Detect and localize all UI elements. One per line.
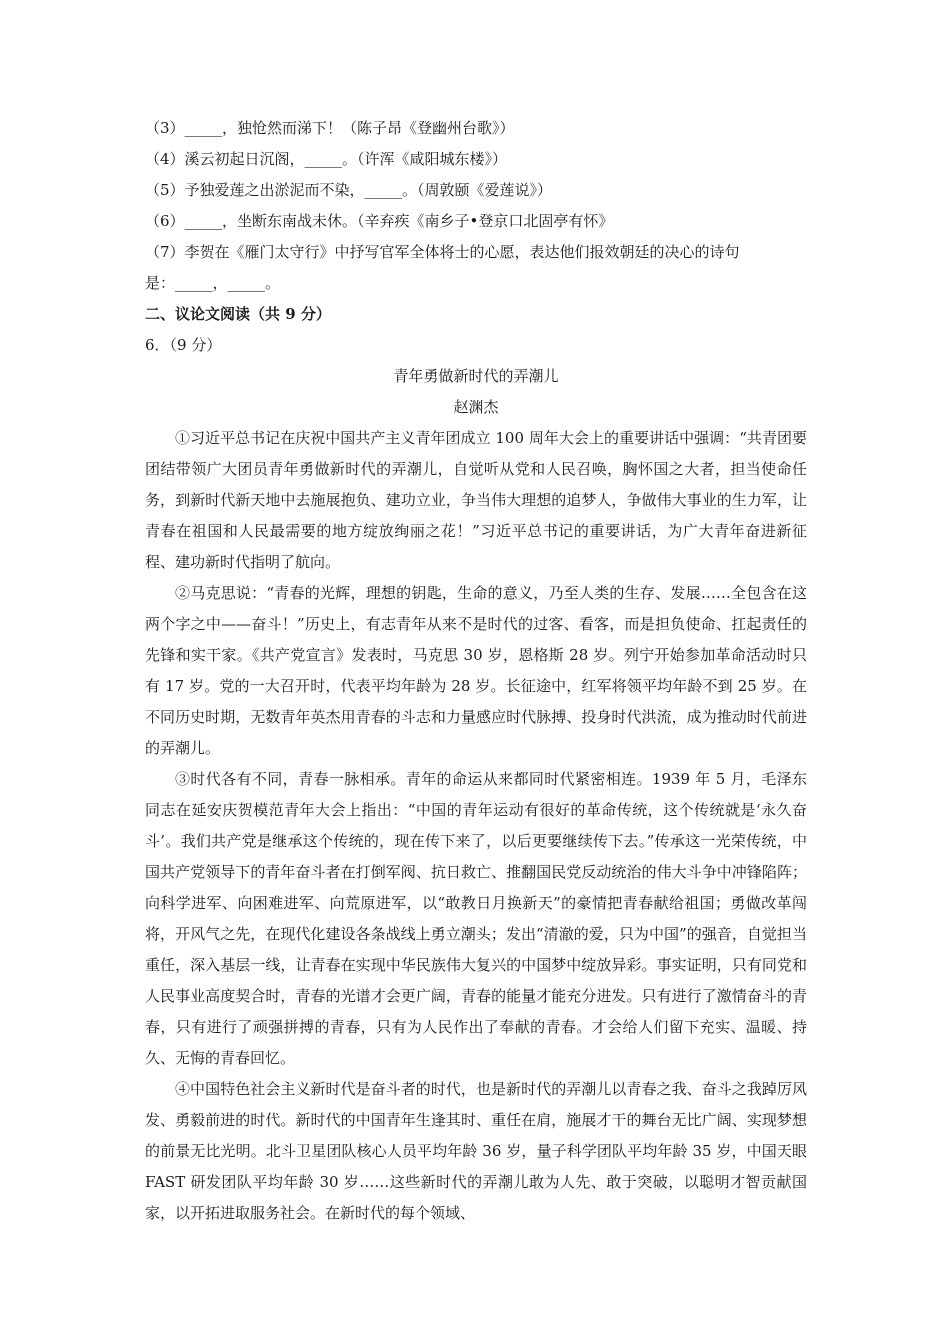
poem-question-6: （6）_____，坐断东南战未休。（辛弃疾《南乡子•登京口北固亭有怀》 [145,212,614,230]
article-paragraph-4: ④中国特色社会主义新时代是奋斗者的时代，也是新时代的弄潮儿以青春之我、奋斗之我踔厉风发、勇毅前进的时代。新时代的中国青年生逢其时、重任在肩，施展才干的舞台无比广阔、实现梦想的前景无比光明。北斗卫星团队核心人员平均年龄 36 岁，量子科学团队平均年龄 35 岁，中国天眼 FAST 研发团队平均年龄 30 岁……这些新时代的弄潮儿敢为人先、敢于突破，以聪明才智贡献国家，以开拓进取服务社会。在新时代的每个领域、 [145,1080,807,1222]
poem-question-5: （5）予独爱莲之出淤泥而不染，_____。（周敦颐《爱莲说》） [145,181,553,199]
article-title: 青年勇做新时代的弄潮儿 [393,367,559,385]
question-number: 6．（9 分） [145,336,222,354]
article-author: 赵渊杰 [453,398,499,416]
article-paragraph-2: ②马克思说：“青春的光辉，理想的钥匙，生命的意义，乃至人类的生存、发展……全包含在这两个字之中——奋斗！”历史上，有志青年从来不是时代的过客、看客，而是担负使命、扛起责任的先锋和实干家。《共产党宣言》发表时，马克思 30 岁，恩格斯 28 岁。列宁开始参加革命活动时只有 17 岁。党的一大召开时，代表平均年龄为 28 岁。长征途中，红军将领平均年龄不到 25 岁。在不同历史时期，无数青年英杰用青春的斗志和力量感应时代脉搏、投身时代洪流，成为推动时代前进的弄潮儿。 [145,584,807,757]
poem-question-7-line1: （7）李贺在《雁门太守行》中抒写官军全体将士的心愿，表达他们报效朝廷的决心的诗句 [145,243,740,261]
article-paragraph-3: ③时代各有不同，青春一脉相承。青年的命运从来都同时代紧密相连。1939 年 5 月，毛泽东同志在延安庆贺模范青年大会上指出：“中国的青年运动有很好的革命传统，这个传统就是‘永久奋斗’。我们共产党是继承这个传统的，现在传下来了，以后更要继续传下去。”传承这一光荣传统，中国共产党领导下的青年奋斗者在打倒军阀、抗日救亡、推翻国民党反动统治的伟大斗争中冲锋陷阵；向科学进军、向困难进军、向荒原进军，以“敢教日月换新天”的豪情把青春献给祖国；勇做改革闯将，开风气之先，在现代化建设各条战线上勇立潮头；发出“清澈的爱，只为中国”的强音，自觉担当重任，深入基层一线，让青春在实现中华民族伟大复兴的中国梦中绽放异彩。事实证明，只有同党和人民事业高度契合时，青春的光谱才会更广阔，青春的能量才能充分进发。只有进行了激情奋斗的青春，只有进行了顽强拼搏的青春，只有为人民作出了奉献的青春。才会给人们留下充实、温暖、持久、无悔的青春回忆。 [145,770,807,1067]
page-content [145,113,807,1229]
poem-question-3: （3）_____，独怆然而涕下！（陈子昂《登幽州台歌》） [145,119,515,137]
poem-question-4: （4）溪云初起日沉阁，_____。（许浑《咸阳城东楼》） [145,150,508,168]
article-paragraph-1: ①习近平总书记在庆祝中国共产主义青年团成立 100 周年大会上的重要讲话中强调：“共青团要团结带领广大团员青年勇做新时代的弄潮儿，自觉听从党和人民召唤，胸怀国之大者，担当使命任务，到新时代新天地中去施展抱负、建功立业，争当伟大理想的追梦人，争做伟大事业的生力军，让青春在祖国和人民最需要的地方绽放绚丽之花！”习近平总书记的重要讲话，为广大青年奋进新征程、建功新时代指明了航向。 [145,429,807,571]
poem-question-7-line2: 是：_____，_____。 [145,274,281,292]
section-heading: 二、议论文阅读（共 9 分） [145,305,331,323]
